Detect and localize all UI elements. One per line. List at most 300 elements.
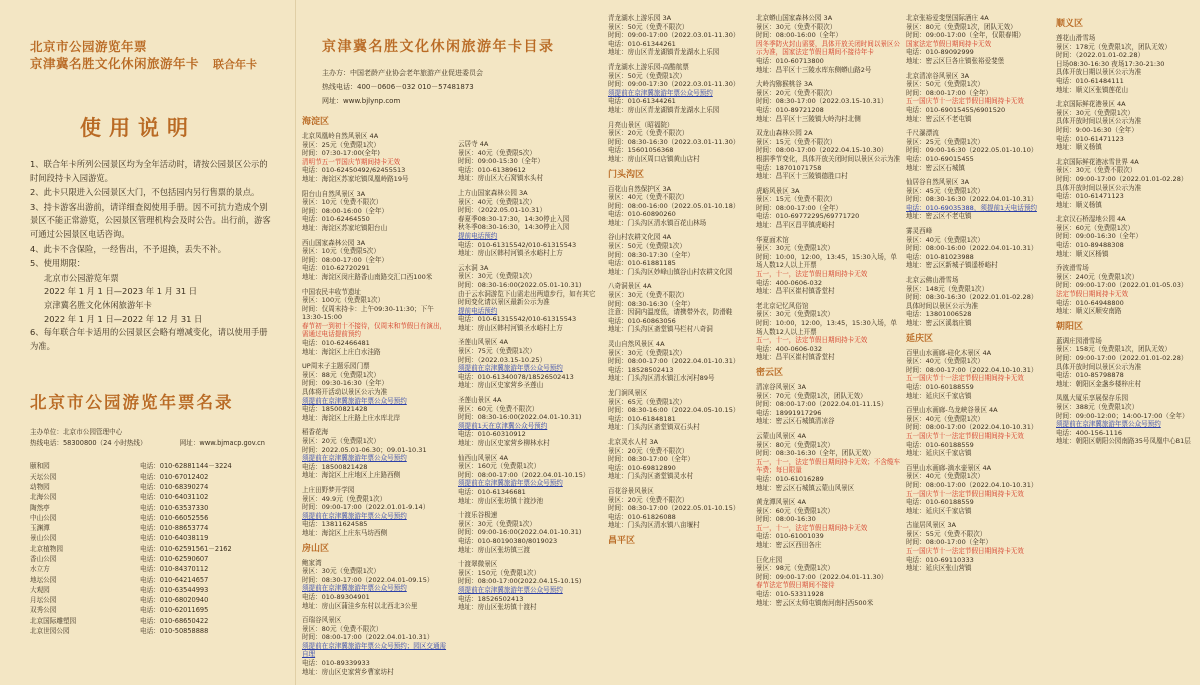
entry-name: 北京蟒山国家森林公园 3A [756,14,833,22]
entry-detail: 景区：30元（免费限1次） [458,519,536,528]
entry-detail: 电话：18528502413 [608,365,674,374]
park-phone: 电话：010-67012402 [140,472,209,481]
park-row [30,575,275,585]
entry-name: 北京汉石桥湿地公园 4A [1056,215,1126,224]
entry-detail: 地址：海淀区上庄路上庄水库北岸 [302,413,401,422]
park-name: 北京世园公园 [30,627,70,636]
park-phone: 电话：010-62590607 [140,554,209,563]
entry-detail: 春节法定节假日期间不接待 [756,581,835,590]
entry-name: 巨化庄园 [756,555,783,564]
park-name: 中山公园 [30,513,57,522]
entry-detail: 电话：010-69015455/6901520 [906,105,1006,114]
entry-name: 阳台山自然风景区 3A [302,189,366,198]
entry-detail: 景区：30元（免费限1次） [302,567,380,576]
entry-detail: 电话：010-64948800 [1056,298,1124,307]
main-title: 京津冀名胜文化休闲旅游年卡目录 [322,39,555,55]
entry-detail: 时间：08:30-17:30（全年） [608,250,694,259]
district-heading: 海淀区 [302,117,330,127]
park-name: 香山公园 [30,554,57,563]
park-name: 地坛公园 [30,575,57,584]
entry-name: 北京国际鲜花港冰雪世界 4A [1056,157,1139,166]
entry-detail: 景区：20元（免费不限次） [608,495,689,504]
entry-name: 圣莲山景区 4A [458,396,502,405]
entry-detail: 电话：010-60188559 [906,440,974,449]
park-row [30,626,275,636]
entry-detail: 具体将开活动以景区公示为准 [302,388,388,397]
entry-detail: 景区：30元（免费限1次） [458,272,536,281]
entry-detail: 秋冬季08:30-16:30，14:30停止入园 [458,223,570,232]
entry-detail: 具体开放日期以景区公示为准 [1056,68,1142,77]
entry-name: 仙西山风景区 4A [458,453,509,462]
entry-detail: 具体开放时间以景区公示为准 [1056,362,1142,371]
usage-sub: 2022 年 1 月 1 日—2023 年 1 月 31 日 [44,286,198,297]
entry-detail[interactable]: 须提前在京津冀旅游年票公众号预约 [302,511,407,520]
scenic-entry [1056,100,1196,152]
entry-name: 灵山自然风景区 4A [608,340,665,348]
entry-name: 莲花山滑雪场 [1056,34,1096,42]
entry-name: 上方山国家森林公园 3A [458,188,528,197]
entry-detail: 地址：顺义区张镇莲花山 [1056,85,1129,94]
entry-detail: 时间：08:30-16:30（2022.01.01-02.28） [906,293,1038,302]
scenic-entry [458,560,600,612]
entry-detail: 电话：010-61016289 [756,474,824,483]
column-4 [756,14,902,682]
entry-name: 乔波滑雪场 [1056,264,1089,273]
entry-detail: 景区：40元（免费不限次） [608,193,689,202]
entry-detail: 五一国庆节十一法定节假日期间持卡无效 [906,431,1024,440]
entry-detail: 景区：60元（免费限1次） [756,506,834,515]
park-name: 北京国际雕塑园 [30,616,77,625]
entry-name: 西山国家森林公园 3A [302,238,366,247]
entry-detail: 地址：房山区张坊镇十渡沙池 [458,496,544,505]
entry-name: 北京云佛山滑雪场 [906,276,959,285]
entry-detail: 地址：门头沟区妙峰山镇谷山村农耕文化园 [608,267,733,276]
main-url[interactable]: 网址：www.bjlynp.com [322,97,401,105]
entry-detail[interactable]: 须提前在京津冀旅游年票公众号预约；园区交通需自理 [302,641,447,659]
entry-detail[interactable]: 提前电话预约 [458,306,498,315]
entry-detail: 法定节假日期间持卡无效 [1056,290,1129,299]
entry-detail: 地址：房山区史家营乡曹家坊村 [302,667,394,676]
entry-detail: 时间：2022.05.01-06.30；09.01-10.31 [302,445,427,454]
park-phone: 电话：010-64031102 [140,493,209,502]
entry-detail: 电话：010-89092999 [906,48,974,57]
entry-detail: 景区：15元（免费不限次） [756,137,837,146]
entry-detail[interactable]: 须提前1天在京津冀公众号预约 [458,421,548,430]
scenic-entry [458,264,600,333]
entry-detail: 地址：海淀区苏家坨镇凤凰岭路19号 [302,174,409,183]
entry-name: 北京凤凰岭自然风景区 4A [302,132,379,140]
entry-detail: 景区：30元（免费限1次） [608,348,686,357]
entry-detail: 电话：010-81023988 [906,252,974,261]
entry-detail: 时间：9:00-16:30（全年） [1056,125,1138,134]
entry-name: 十渡乐谷极速 [458,511,498,520]
scenic-entry [906,227,1052,270]
park-phone: 电话：010-88653774 [140,524,209,533]
entry-detail: 电话：010-80190380/8019023 [458,536,558,545]
entry-detail: 地址：昌平区崔村镇香堂村 [756,287,835,296]
entry-detail: 五一国庆节十一法定节假日期间持卡无效 [906,97,1024,106]
entry-detail: 时间：08:00-17:00（2022.04.01-10.31） [608,357,740,366]
entry-detail: 时间：09:00-17:30（2022.03.01-11.30） [608,80,740,89]
entry-detail: 电话：010-85798878 [1056,371,1124,380]
entry-detail: 景区：88元（免费限1次） [302,370,380,379]
entry-detail: 时间：08:00-17:00（2022.04.01-10.15） [458,470,590,479]
entry-detail: 电话：010-61471123 [1056,134,1124,143]
park-row [30,533,275,543]
entry-detail: 地址：房山区蒲洼乡东村以北西北3公里 [302,601,418,610]
entry-detail: 时间：08:00-16:00（全年） [756,31,842,40]
entry-detail: 时间：07:30-17:00(全年) [302,149,380,158]
scenic-entry [458,338,600,390]
district-heading: 门头沟区 [608,169,645,180]
entry-name: 黄龙潭风景区 4A [756,498,807,507]
entry-detail: 景区：45元（免费限1次） [906,186,984,195]
entry-detail: 电话：18500821428 [302,462,368,471]
entry-detail: 时间：09:00-17:00（全年，仅限春期） [906,31,1025,40]
usage-item: 6、每年联合年卡适用的公园景区会略有增减变化，请以使用手册为准。 [30,327,268,351]
park-table [30,461,275,636]
entry-detail: 时间：08:30-16:00（2022.04.05-10.15） [608,406,740,415]
entry-name: 云水洞 3A [458,263,489,272]
entry-detail: 时间：08:00-17:00（2022.04.01-11.15） [756,400,888,409]
park-name: 北海公园 [30,493,57,502]
column-3 [608,14,754,682]
header-line1: 北京市公园游览年票 [30,39,148,54]
scenic-entry [608,487,754,530]
column-5 [906,14,1052,682]
entry-detail: 时间：08:00-17:00（2022.04.10-10.31） [906,480,1038,489]
entry-detail: 电话：010-61881185 [608,259,676,268]
entry-detail: 时间：08:00-16:00（2022.04.01-10.31） [906,244,1038,253]
entry-detail: 地址：房山区青龙湖镇青龙湖水上乐园 [608,105,720,114]
entry-name: 百里山水画廊-硅化木景区 4A [906,348,992,357]
park-name: 陶然亭 [30,503,50,512]
entry-detail: 时间：09:30-16:30（全年） [302,379,388,388]
entry-detail: 电话：18991917296 [756,408,822,417]
entry-detail: 景区：98元（免费限1次） [756,564,834,573]
entry-detail: 地址：密云区石城镇云蒙山风景区 [756,483,855,492]
park-name: 动物园 [30,482,50,491]
entry-detail: 景区：80元（免费不限次） [302,624,383,633]
usage-sub: 北京市公园游览年票 [44,272,119,283]
entry-detail: 五一国庆节十一法定节假日期间持卡无效 [906,547,1024,556]
scenic-entry [906,276,1052,328]
entry-detail: 时间：（2022.03.15-10.25） [458,355,547,364]
entry-detail: 时间：08:00-17:00（2022.04.01-10.31） [302,633,434,642]
entry-detail: 地址：房山区韩村河镇圣水峪村上方 [458,249,563,258]
entry-name: 圣莲山风景区 4A [458,338,509,347]
park-row [30,554,275,564]
entry-detail: 景区：40元（免费限5次） [458,148,536,157]
entry-detail: 具体开放时间以景区公示为准 [1056,183,1142,192]
usage-title: 使用说明 [80,115,196,140]
entry-name: 鲍家湾 [302,558,322,567]
entry-name: 凤凰大厦乐享展保存乐园 [1056,394,1129,403]
entry-name: 仙居谷自然风景区 3A [906,178,970,187]
scenic-entry [756,14,902,74]
entry-name: UP周末子主题乐园门票 [302,362,370,371]
usage-sub: 2022 年 1 月 1 日—2022 年 12 月 31 日 [44,313,203,324]
scenic-entry [1056,215,1196,258]
directory-url[interactable]: 网址：www.bjmacp.gov.cn [179,439,265,448]
park-name: 颐和园 [30,462,50,471]
entry-detail: 电话：18701071758 [756,163,822,172]
entry-detail: 地址：顺义杨镇 [1056,200,1102,209]
entry-name: 老北京记忆风俗馆 [756,301,809,310]
directory-contact-row [30,438,275,449]
district-heading: 房山区 [302,543,330,554]
header-side: 联合年卡 [213,57,258,71]
entry-detail[interactable]: 须提前在京津冀旅游年票公众号预约 [302,584,407,593]
entry-detail: 地址：顺义杨镇 [1056,143,1102,152]
entry-detail: 电话：010-61389612 [458,165,526,174]
scenic-entry [608,121,754,164]
entry-detail: 地址：延庆区千家店镇 [906,506,972,515]
entry-detail: 时间：09:00-15:30（全年） [458,157,544,166]
entry-detail: 地址：房山区史家营乡圣莲山 [458,381,544,390]
entry-detail: 景区：30元（免费不限次） [1056,166,1137,175]
entry-detail[interactable]: 须提前在京津冀旅游年票公众号预约 [302,396,407,405]
entry-detail: 景区：10元（免费限5次） [302,247,380,256]
entry-detail: 电话：010-53311928 [756,590,824,599]
entry-detail: 电话：010-61346681 [458,487,526,496]
entry-detail: 地址：朝阳区朝阳公园南路35号凤凰中心B1层 [1056,437,1191,446]
scenic-entry [302,559,448,611]
entry-name: 上庄田野梦开学园 [302,485,355,494]
entry-detail: 时间：08:30-17:00（全年） [608,455,694,464]
scenic-entry [302,362,448,422]
entry-name: 八奇洞景区 4A [608,282,652,291]
entry-detail: 景区：80元（免费限1次，团队无效） [906,22,1017,31]
park-name: 天坛公园 [30,472,57,481]
entry-name: 北京清凉谷风景区 3A [906,71,970,80]
entry-detail: 时间：09:00-16:00(2022.04.01-10.31) [458,528,582,537]
entry-detail: 地址：房山区张坊镇十渡村 [458,603,537,612]
entry-detail: 时间：08:30-16:30（全年，团队无效） [756,449,875,458]
park-phone: 电话：010-62591561－2162 [140,544,232,553]
scenic-entry [1056,158,1196,210]
scenic-entry [756,556,902,608]
entry-detail: 景区：55元（免费不限次） [906,529,987,538]
entry-detail: 景区：15元（免费不限次） [756,195,837,204]
entry-detail[interactable]: 电话：010-69035388，须提前1天电话预约 [906,203,1037,212]
scenic-entry [756,432,902,492]
entry-detail: 电话：010-61315542/010-61315543 [458,240,577,249]
park-phone: 电话：010-62881144－3224 [140,462,232,471]
entry-detail: 春节初一到初十不接待，仅周末和节假日有演出，需通过电话提前预约 [302,321,447,339]
entry-detail: 时间：08:00-17:00(2022.04.15-10.15) [458,577,582,586]
entry-detail: 电话：010-89488308 [1056,241,1124,250]
entry-detail: 景区：150元（免费限1次） [458,568,541,577]
entry-detail: 景区：20元（免费不限次） [608,129,689,138]
entry-name: 古崖居风景区 3A [906,521,957,530]
entry-detail: 电话：010-60713800 [756,56,824,65]
entry-detail[interactable]: 须提前在京津冀旅游年票公众号预约 [458,585,563,594]
entry-detail: 景区：50元（免费不限次） [608,22,689,31]
entry-detail: 地址：密云区石城镇清凉谷 [756,417,835,426]
scenic-entry [608,389,754,432]
park-name: 大观园 [30,585,50,594]
directory-hotline: 热线电话：58300800（24 小时热线） [30,439,147,448]
entry-detail: 景区：20元（免费不限次） [756,88,837,97]
entry-detail: 地址：朝阳区金盏乡楼梓庄村 [1056,379,1142,388]
directory-org: 主办单位：北京市公园管理中心 [30,428,123,437]
entry-detail: 时间：10:00，12:00，13:45，15:30入场，单场人数12人以上开票 [756,252,897,270]
park-phone: 电话：010-68650422 [140,616,209,625]
entry-detail: 景区：158元（免费限1次，团队无效） [1056,345,1171,354]
entry-detail: 景区：178元（免费限1次，团队无效） [1056,42,1171,51]
entry-detail: 景区：60元（免费限1次） [1056,223,1134,232]
entry-detail: 景区：100元（免费限1次） [302,296,385,305]
entry-detail: 景区：75元（免费限1次） [458,347,536,356]
entry-detail[interactable]: 须提前在京津冀旅游年票公众号预约 [458,364,563,373]
main-panel [296,0,1200,685]
entry-detail: 景区：40元（免费限1次） [906,472,984,481]
entry-name: 青龙湖水上游乐园 3A [608,14,672,22]
scenic-entry [906,129,1052,172]
scenic-entry [608,233,754,276]
scenic-entry [1056,337,1196,389]
column-6 [1056,14,1196,682]
park-phone: 电话：010-66052556 [140,513,209,522]
entry-name: 北京灵水人村 3A [608,437,659,446]
entry-detail: 地址：密云区不老屯镇 [906,212,972,221]
scenic-entry [302,486,448,538]
entry-detail: 时间：08:30-16:30（全年） [608,299,694,308]
usage-item: 4、此卡不含保险，一经售出，不予退换，丢失不补。 [30,243,227,254]
entry-detail: 景区：30元（免费限1次） [1056,108,1134,117]
entry-detail[interactable]: 须提前在京津冀旅游年票公众号预约 [458,479,563,488]
entry-name: 十渡翠微景区 [458,560,498,569]
usage-item: 3、持卡游客出游前，请详细查阅使用手册。因不可抗力造成个别景区不能正常游览，公园景区管理机构会及时公告。出行前，游客可通过公园景区电话咨询。 [30,201,271,239]
header-row2 [30,55,275,72]
entry-detail: 时间：08:00-16:00（2022.05.01-10.18） [608,201,740,210]
scenic-entry [756,187,902,230]
entry-detail: 时间：08:00-16:00（全年） [302,206,388,215]
entry-detail: 时间：（2022.01.01-02.28） [1056,51,1145,60]
entry-detail: 时间：08:00-17:00（全年） [906,538,992,547]
entry-detail[interactable]: 须提前在京津冀旅游年票公众号预约 [302,454,407,463]
entry-detail: 电话：010-69772295/69771720 [756,212,860,221]
directory-title: 北京市公园游览年票名录 [30,393,234,413]
entry-detail: 时间：08:30-16:00(2022.05.01-10.31) [458,280,582,289]
entry-name: 大岭沟猕猴桃谷 3A [756,80,813,89]
entry-detail: 时间：08:00-17:00（全年） [302,255,388,264]
main-meta [322,66,622,108]
park-name: 景山公园 [30,534,57,543]
entry-detail: 电话：010-60310912 [458,430,526,439]
scenic-entry [906,521,1052,573]
scenic-entry [906,464,1052,516]
entry-detail: 电话：010-61848181 [608,414,676,423]
entry-detail[interactable]: 提前电话预约 [458,231,498,240]
entry-detail: 电话：010-61344261 [608,39,676,48]
park-phone: 电话：010-62011695 [140,606,209,615]
entry-detail: 时间：08:00-16:30 [756,515,816,524]
entry-detail: 电话：010-62450492/62455513 [302,166,406,175]
entry-detail: 地址：房山区韩村河镇圣水峪村上方 [458,323,563,332]
park-row [30,616,275,626]
park-row [30,472,275,482]
entry-detail: 电话：010-61315542/010-61315543 [458,315,577,324]
entry-detail: 地址：房山区周口店镇黄山店村 [608,154,700,163]
park-row [30,595,275,605]
entry-detail: 时间：08:00-17:00（2022.04.10-10.31） [906,365,1038,374]
scenic-entry [608,282,754,334]
entry-detail: 地址：昌平区十三陵镇大岭沟村北侧 [756,114,861,123]
entry-detail: 电话：400-0606-032 [756,344,823,353]
entry-detail: 地址：密云区巨各庄镇张裕爱斐堡 [906,56,1005,65]
entry-detail: 日场08:30-16:30 夜场17:30-21:30 [1056,59,1165,68]
entry-detail: 电话：010-62720291 [302,264,370,273]
entry-detail: 时间：仅周末持卡：上午09:30-11:30；下午13:30-15:00 [302,304,434,322]
scenic-entry [1056,34,1196,94]
park-phone: 电话：010-50858888 [140,627,209,636]
entry-detail: 时间：09:00-17:00（2022.04.01-11.30） [756,572,888,581]
entry-detail: 景区：30元（免费不限次） [756,22,837,31]
entry-name: 青龙湖水上游乐园-高酷航票 [608,62,689,71]
column-1 [302,112,448,682]
main-org: 主办方：中国老龄产业协会老年旅游产业促进委员会 [322,69,483,77]
entry-name: 谷山村农耕文化园 4A [608,233,672,242]
entry-detail: 时间：08:00-17:00（2022.04.10-10.31） [906,423,1038,432]
entry-name: 百里山水画廊-滴水壶景区 4A [906,463,992,472]
entry-detail: 地址：海淀区苏家坨镇阳台山 [302,223,388,232]
entry-name: 百花谷景风景区 [608,486,654,495]
scenic-entry [608,63,754,115]
entry-detail: 地址：海淀区上庄地区上庄路西侧 [302,471,401,480]
entry-detail: 地址：密云区不老屯镇 [906,114,972,123]
entry-detail: 景区：30元（免费限1次） [756,244,834,253]
entry-name: 双龙山森林公园 2A [756,129,813,138]
scenic-entry [608,185,754,228]
entry-name: 北京张裕爱斐堡国际酒庄 4A [906,14,989,22]
entry-detail: 地址：昌平区昌平镇虎峪村 [756,221,835,230]
entry-name: 云蒙山风景区 4A [756,431,807,440]
entry-detail: 电话：010-61340078/18526502413 [458,372,574,381]
scenic-entry [302,616,448,676]
entry-detail[interactable]: 须提前在京津冀旅游年票公众号预约 [1056,420,1161,429]
entry-detail: 国家法定节假日期间持卡无效 [906,39,992,48]
entry-name: 百里山水画廊-乌龙峡谷景区 4A [906,406,998,415]
entry-detail: 电话：400-156-1116 [1056,428,1123,437]
district-heading: 朝阳区 [1056,321,1084,332]
scenic-entry [302,288,448,357]
park-phone: 电话：010-63537330 [140,503,209,512]
scenic-entry [756,80,902,123]
entry-detail: 时间：09:00-12:00；14:00-17:00（全年） [1056,411,1189,420]
main-header [322,36,622,108]
entry-detail: 地址：门头沟区斋堂镇马栏村八奇洞 [608,325,713,334]
entry-detail: 景区：25元（免费限1次） [906,137,984,146]
scenic-entry [608,438,754,481]
entry-detail: 地址：海淀区闵庄路香山南路交汇口西100米 [302,272,433,281]
entry-detail: 地址：门头沟区清水镇江水河村89号 [608,374,715,383]
entry-detail: 地址：门头沟区清水镇百花山林场 [608,218,707,227]
scenic-entry [458,396,600,448]
entry-detail: 电话：010-61001039 [756,532,824,541]
entry-detail: 具体时间以景区公示为准 [906,301,979,310]
scenic-entry [458,189,600,258]
entry-detail: 清明节五一节国庆节期间持卡无效 [302,157,401,166]
entry-detail: 景区：240元（免费限1次） [1056,272,1139,281]
district-heading: 延庆区 [906,333,934,344]
entry-detail: 具体开放时间以景区公示为准 [1056,117,1142,126]
entry-name: 云居寺 4A [458,140,489,148]
entry-detail: 五一国庆节十一法定节假日期间持卡无效 [906,489,1024,498]
entry-detail: 景区：40元（免费限1次） [906,235,984,244]
entry-detail[interactable]: 须提前在京津冀旅游年票公众号预约 [608,88,713,97]
